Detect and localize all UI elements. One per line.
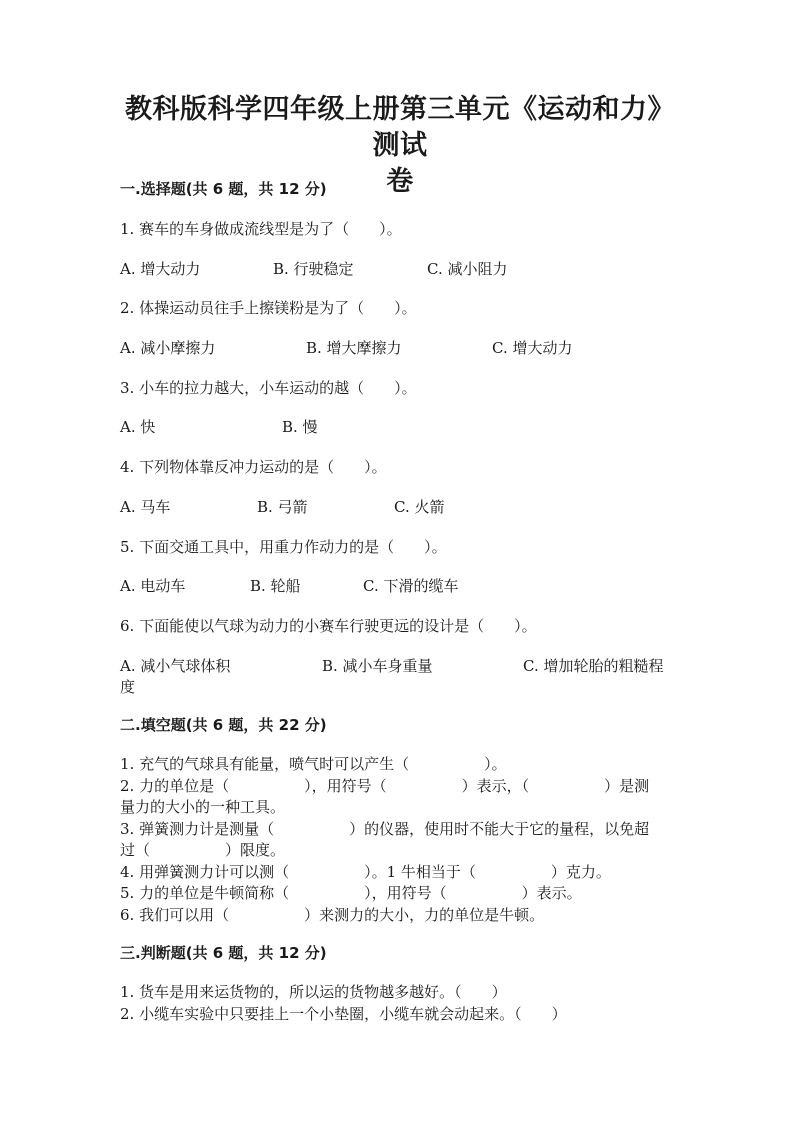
fill-line-2: 2. 力的单位是（ ），用符号（ ）表示，（ ）是测 <box>120 776 650 795</box>
q6-option-a: A. 减小气球体积 <box>120 657 231 675</box>
fill-line-4: 3. 弹簧测力计是测量（ ）的仪器，使用时不能大于它的量程，以免超 <box>120 819 650 838</box>
q5-option-a: A. 电动车 <box>120 577 186 595</box>
fill-line-8: 6. 我们可以用（ ）来测力的大小，力的单位是牛顿。 <box>120 905 545 924</box>
q1-option-c: C. 减小阻力 <box>427 260 508 278</box>
section-heading-judge: 三.判断题(共 6 题，共 12 分) <box>120 944 327 962</box>
fill-line-6: 4. 用弹簧测力计可以测（ ）。1 牛相当于（ ）克力。 <box>120 862 611 881</box>
q3-option-b: B. 慢 <box>282 418 318 436</box>
q5-option-c: C. 下滑的缆车 <box>363 577 459 595</box>
q3-option-a: A. 快 <box>120 418 156 436</box>
q5-option-b: B. 轮船 <box>250 577 301 595</box>
question-3: 3. 小车的拉力越大，小车运动的越（ ）。 <box>120 379 417 397</box>
q4-option-c: C. 火箭 <box>394 498 445 516</box>
judge-line-2: 2. 小缆车实验中只要挂上一个小垫圈，小缆车就会动起来。（ ） <box>120 1004 567 1023</box>
title-line-1: 教科版科学四年级上册第三单元《运动和力》测试 <box>125 94 675 161</box>
q1-option-b: B. 行驶稳定 <box>273 260 354 278</box>
question-6: 6. 下面能使以气球为动力的小赛车行驶更远的设计是（ ）。 <box>120 617 537 635</box>
fill-line-7: 5. 力的单位是牛顿简称（ ），用符号（ ）表示。 <box>120 884 582 902</box>
q2-option-c: C. 增大动力 <box>492 339 573 357</box>
section-heading-choice: 一.选择题(共 6 题，共 12 分) <box>120 180 327 198</box>
fill-line-1: 1. 充气的气球具有能量，喷气时可以产生（ ）。 <box>120 755 507 773</box>
fill-line-3: 量力的大小的一种工具。 <box>120 798 286 816</box>
judge-line-1: 1. 货车是用来运货物的，所以运的货物越多越好。（ ） <box>120 983 507 1001</box>
q1-option-a: A. 增大动力 <box>120 260 201 278</box>
q6-option-c-wrap: 度 <box>120 678 136 696</box>
q6-option-b: B. 减小车身重量 <box>322 657 433 675</box>
question-1: 1. 赛车的车身做成流线型是为了（ ）。 <box>120 220 402 238</box>
section-heading-fill: 二.填空题(共 6 题，共 22 分) <box>120 716 327 734</box>
q6-option-c: C. 增加轮胎的粗糙程 <box>523 657 664 675</box>
q2-option-b: B. 增大摩擦力 <box>306 339 402 357</box>
q2-option-a: A. 减小摩擦力 <box>120 339 216 357</box>
question-2: 2. 体操运动员往手上擦镁粉是为了（ ）。 <box>120 299 417 317</box>
question-4: 4. 下列物体靠反冲力运动的是（ ）。 <box>120 458 387 476</box>
q4-option-b: B. 弓箭 <box>257 498 308 516</box>
fill-line-5: 过（ ）限度。 <box>120 841 286 859</box>
title-line-2: 卷 <box>386 166 414 197</box>
q4-option-a: A. 马车 <box>120 498 171 516</box>
question-5: 5. 下面交通工具中，用重力作动力的是（ ）。 <box>120 538 447 556</box>
